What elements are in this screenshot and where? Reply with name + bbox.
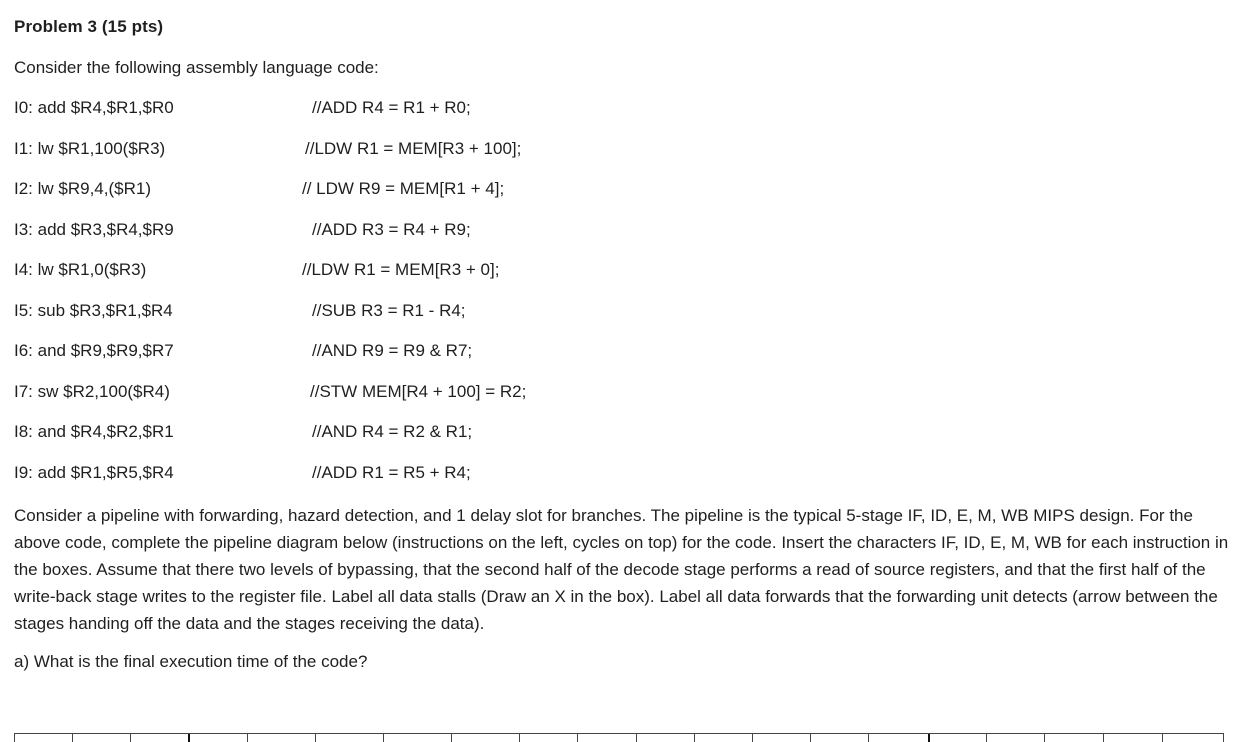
code-line — [0, 301, 1249, 325]
instruction-comment: //STW MEM[R4 + 100] = R2; — [310, 382, 527, 401]
code-line — [0, 341, 1249, 365]
code-line — [0, 179, 1249, 203]
problem-title: Problem 3 (15 pts) — [14, 17, 164, 36]
instruction-comment: //SUB R3 = R1 - R4; — [312, 301, 466, 320]
instruction-comment: //ADD R1 = R5 + R4; — [312, 463, 471, 482]
problem-intro: Consider the following assembly language code: — [14, 58, 379, 77]
instruction-text: I1: lw $R1,100($R3) — [14, 139, 166, 158]
instruction-text: I6: and $R9,$R9,$R7 — [14, 341, 174, 360]
instruction-comment: //LDW R1 = MEM[R3 + 0]; — [302, 260, 500, 279]
instruction-comment: //ADD R4 = R1 + R0; — [312, 98, 471, 117]
code-line — [0, 463, 1249, 487]
instruction-text: I3: add $R3,$R4,$R9 — [14, 220, 174, 239]
instruction-text: I0: add $R4,$R1,$R0 — [14, 98, 174, 117]
instruction-text: I8: and $R4,$R2,$R1 — [14, 422, 174, 441]
instruction-comment: //LDW R1 = MEM[R3 + 100]; — [305, 139, 522, 158]
code-line — [0, 98, 1249, 122]
instruction-comment: //AND R4 = R2 & R1; — [312, 422, 473, 441]
code-line — [0, 139, 1249, 163]
instruction-text: I2: lw $R9,4,($R1) — [14, 179, 151, 198]
instruction-comment: //ADD R3 = R4 + R9; — [312, 220, 471, 239]
instruction-comment: //AND R9 = R9 & R7; — [312, 341, 473, 360]
instruction-text: I4: lw $R1,0($R3) — [14, 260, 147, 279]
code-line — [0, 220, 1249, 244]
instruction-comment: // LDW R9 = MEM[R1 + 4]; — [302, 179, 505, 198]
question-a: a) What is the final execution time of the code? — [14, 652, 368, 671]
code-line — [0, 260, 1249, 284]
instruction-text: I5: sub $R3,$R1,$R4 — [14, 301, 173, 320]
instruction-text: I9: add $R1,$R5,$R4 — [14, 463, 174, 482]
instruction-text: I7: sw $R2,100($R4) — [14, 382, 170, 401]
problem-description: Consider a pipeline with forwarding, hazard detection, and 1 delay slot for branches. The pipeline is the typical 5-stage IF, ID, E, M, WB MIPS design. For the above code, complete the pipeline diagram below (instructions on the left, cycles on top) for the code. Insert the characters IF, ID, E, M, WB for each instruction in the boxes. Assume that there two levels of bypassing, that the second half of the decode stage performs a read of source registers, and that the first half of the write-back stage writes to the register file. Label all data stalls (Draw an X in the box). Label all data forwards that the forwarding unit detects (arrow between the stages handing off the data and the stages receiving the data). — [14, 506, 1229, 633]
code-line — [0, 382, 1249, 406]
code-line — [0, 422, 1249, 446]
